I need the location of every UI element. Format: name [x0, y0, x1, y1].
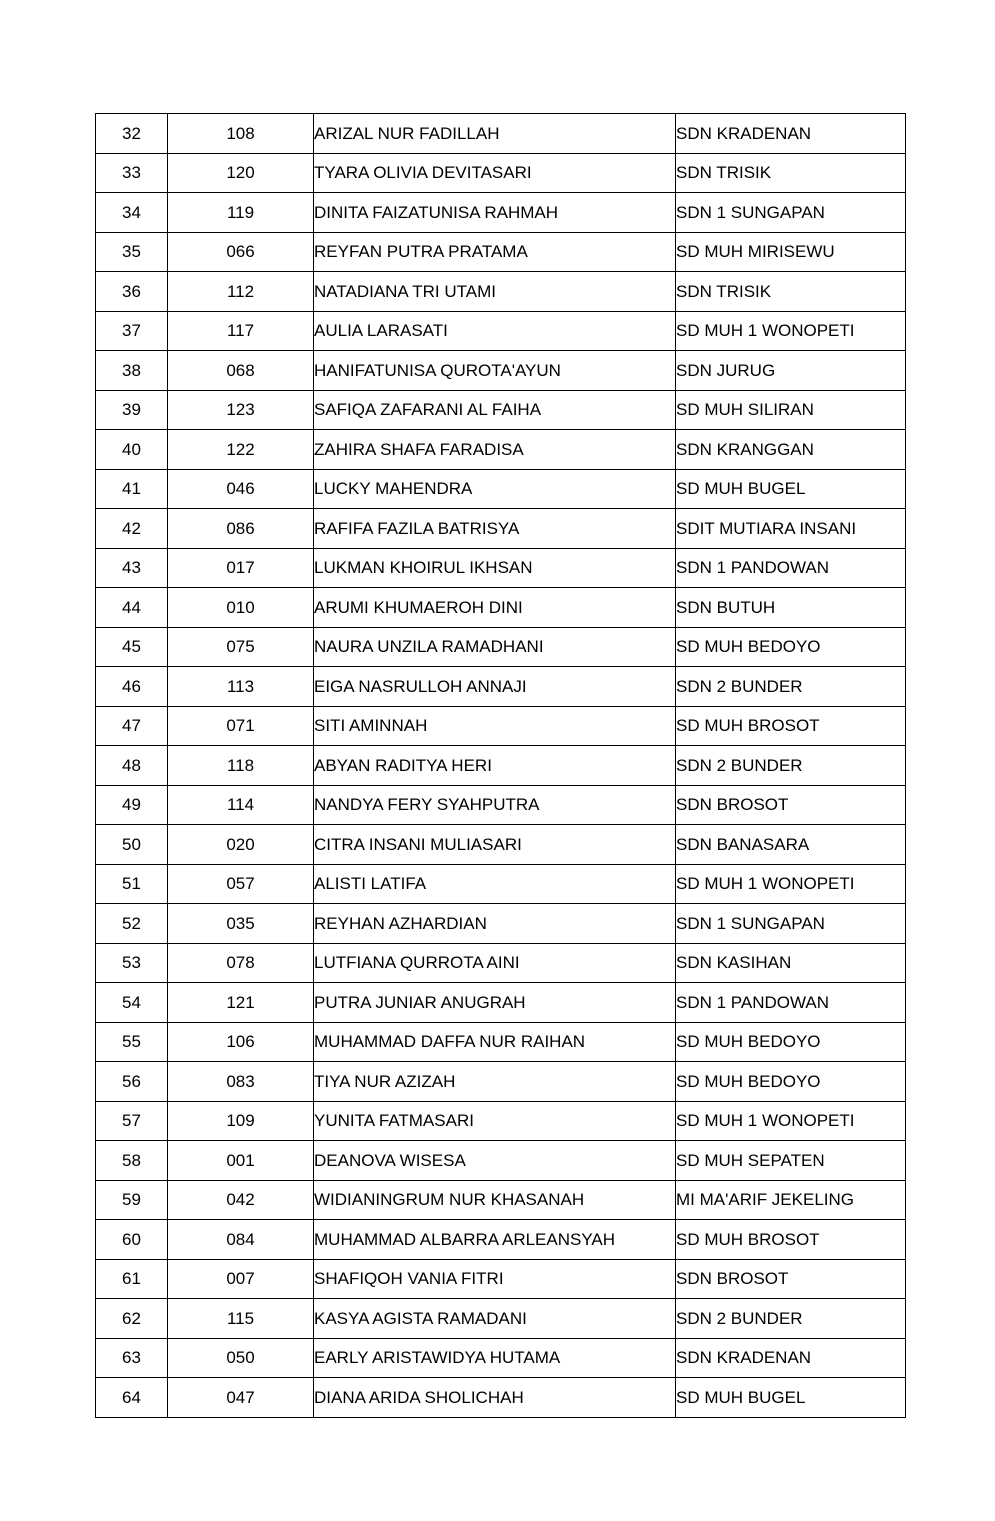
school-name-cell: SDN BROSOT	[676, 1259, 906, 1299]
row-number-cell: 52	[96, 904, 168, 944]
participant-code-cell: 118	[168, 746, 314, 786]
school-name-cell: SDN 2 BUNDER	[676, 746, 906, 786]
table-row	[96, 1378, 906, 1418]
row-number-cell: 64	[96, 1378, 168, 1418]
participant-code-cell: 112	[168, 272, 314, 312]
table-row	[96, 430, 906, 470]
participant-code-cell: 020	[168, 825, 314, 865]
participant-name-cell: EIGA NASRULLOH ANNAJI	[314, 667, 676, 707]
row-number-cell: 61	[96, 1259, 168, 1299]
school-name-cell: SD MUH MIRISEWU	[676, 232, 906, 272]
school-name-cell: SDN 1 SUNGAPAN	[676, 193, 906, 233]
participant-code-cell: 113	[168, 667, 314, 707]
school-name-cell: SD MUH SEPATEN	[676, 1141, 906, 1181]
table-row	[96, 1180, 906, 1220]
table-row	[96, 864, 906, 904]
participant-name-cell: TYARA OLIVIA DEVITASARI	[314, 153, 676, 193]
row-number-cell: 42	[96, 509, 168, 549]
participant-name-cell: REYHAN AZHARDIAN	[314, 904, 676, 944]
participant-name-cell: LUKMAN KHOIRUL IKHSAN	[314, 548, 676, 588]
table-row	[96, 943, 906, 983]
participant-name-cell: EARLY ARISTAWIDYA HUTAMA	[314, 1338, 676, 1378]
table-row	[96, 904, 906, 944]
participant-name-cell: ZAHIRA SHAFA FARADISA	[314, 430, 676, 470]
participant-name-cell: WIDIANINGRUM NUR KHASANAH	[314, 1180, 676, 1220]
school-name-cell: SDN KASIHAN	[676, 943, 906, 983]
participant-name-cell: DEANOVA WISESA	[314, 1141, 676, 1181]
table-row	[96, 232, 906, 272]
participant-name-cell: SITI AMINNAH	[314, 706, 676, 746]
row-number-cell: 36	[96, 272, 168, 312]
school-name-cell: SD MUH BUGEL	[676, 1378, 906, 1418]
row-number-cell: 32	[96, 114, 168, 154]
participant-name-cell: NATADIANA TRI UTAMI	[314, 272, 676, 312]
participant-name-cell: KASYA AGISTA RAMADANI	[314, 1299, 676, 1339]
participant-code-cell: 042	[168, 1180, 314, 1220]
row-number-cell: 33	[96, 153, 168, 193]
table-row	[96, 114, 906, 154]
participant-code-cell: 057	[168, 864, 314, 904]
row-number-cell: 43	[96, 548, 168, 588]
participant-code-cell: 117	[168, 311, 314, 351]
participant-code-cell: 071	[168, 706, 314, 746]
row-number-cell: 35	[96, 232, 168, 272]
school-name-cell: SDN TRISIK	[676, 153, 906, 193]
participant-code-cell: 047	[168, 1378, 314, 1418]
school-name-cell: SD MUH BUGEL	[676, 469, 906, 509]
participant-name-cell: TIYA NUR AZIZAH	[314, 1062, 676, 1102]
table-row	[96, 351, 906, 391]
participant-code-cell: 010	[168, 588, 314, 628]
participant-code-cell: 084	[168, 1220, 314, 1260]
row-number-cell: 39	[96, 390, 168, 430]
participant-code-cell: 068	[168, 351, 314, 391]
row-number-cell: 58	[96, 1141, 168, 1181]
participant-code-cell: 066	[168, 232, 314, 272]
participant-code-cell: 123	[168, 390, 314, 430]
participant-name-cell: DINITA FAIZATUNISA RAHMAH	[314, 193, 676, 233]
participant-code-cell: 001	[168, 1141, 314, 1181]
participant-name-cell: SHAFIQOH VANIA FITRI	[314, 1259, 676, 1299]
participant-code-cell: 106	[168, 1022, 314, 1062]
participant-name-cell: ARIZAL NUR FADILLAH	[314, 114, 676, 154]
school-name-cell: SDN BANASARA	[676, 825, 906, 865]
row-number-cell: 53	[96, 943, 168, 983]
school-name-cell: SDN BROSOT	[676, 785, 906, 825]
participant-name-cell: ABYAN RADITYA HERI	[314, 746, 676, 786]
row-number-cell: 55	[96, 1022, 168, 1062]
row-number-cell: 48	[96, 746, 168, 786]
table-row	[96, 509, 906, 549]
school-name-cell: SD MUH SILIRAN	[676, 390, 906, 430]
row-number-cell: 59	[96, 1180, 168, 1220]
participant-code-cell: 050	[168, 1338, 314, 1378]
school-name-cell: SDN TRISIK	[676, 272, 906, 312]
participant-table	[95, 113, 906, 1418]
row-number-cell: 34	[96, 193, 168, 233]
participant-code-cell: 115	[168, 1299, 314, 1339]
participant-name-cell: REYFAN PUTRA PRATAMA	[314, 232, 676, 272]
row-number-cell: 40	[96, 430, 168, 470]
participant-code-cell: 007	[168, 1259, 314, 1299]
school-name-cell: SDN JURUG	[676, 351, 906, 391]
participant-name-cell: SAFIQA ZAFARANI AL FAIHA	[314, 390, 676, 430]
table-row	[96, 1062, 906, 1102]
table-row	[96, 1220, 906, 1260]
row-number-cell: 50	[96, 825, 168, 865]
school-name-cell: SD MUH 1 WONOPETI	[676, 311, 906, 351]
school-name-cell: SDN BUTUH	[676, 588, 906, 628]
table-row	[96, 1101, 906, 1141]
table-row	[96, 469, 906, 509]
school-name-cell: SD MUH BROSOT	[676, 706, 906, 746]
row-number-cell: 63	[96, 1338, 168, 1378]
school-name-cell: SDIT MUTIARA INSANI	[676, 509, 906, 549]
school-name-cell: SDN KRADENAN	[676, 1338, 906, 1378]
row-number-cell: 37	[96, 311, 168, 351]
table-row	[96, 548, 906, 588]
participant-code-cell: 121	[168, 983, 314, 1023]
participant-code-cell: 017	[168, 548, 314, 588]
table-row	[96, 1022, 906, 1062]
table-row	[96, 1299, 906, 1339]
school-name-cell: SDN 1 PANDOWAN	[676, 548, 906, 588]
row-number-cell: 49	[96, 785, 168, 825]
row-number-cell: 57	[96, 1101, 168, 1141]
table-row	[96, 667, 906, 707]
table-row	[96, 588, 906, 628]
table-row	[96, 706, 906, 746]
participant-name-cell: CITRA INSANI MULIASARI	[314, 825, 676, 865]
school-name-cell: SD MUH BROSOT	[676, 1220, 906, 1260]
school-name-cell: SDN 1 SUNGAPAN	[676, 904, 906, 944]
table-row	[96, 627, 906, 667]
table-row	[96, 785, 906, 825]
table-row	[96, 825, 906, 865]
participant-name-cell: DIANA ARIDA SHOLICHAH	[314, 1378, 676, 1418]
school-name-cell: SDN KRADENAN	[676, 114, 906, 154]
table-row	[96, 1338, 906, 1378]
table-row	[96, 746, 906, 786]
participant-code-cell: 122	[168, 430, 314, 470]
participant-code-cell: 120	[168, 153, 314, 193]
row-number-cell: 46	[96, 667, 168, 707]
row-number-cell: 44	[96, 588, 168, 628]
participant-code-cell: 083	[168, 1062, 314, 1102]
participant-code-cell: 078	[168, 943, 314, 983]
school-name-cell: SDN 2 BUNDER	[676, 1299, 906, 1339]
participant-name-cell: MUHAMMAD ALBARRA ARLEANSYAH	[314, 1220, 676, 1260]
participant-table-body	[96, 114, 906, 1418]
table-row	[96, 153, 906, 193]
participant-name-cell: NAURA UNZILA RAMADHANI	[314, 627, 676, 667]
participant-name-cell: PUTRA JUNIAR ANUGRAH	[314, 983, 676, 1023]
participant-code-cell: 075	[168, 627, 314, 667]
table-row	[96, 390, 906, 430]
participant-name-cell: LUCKY MAHENDRA	[314, 469, 676, 509]
row-number-cell: 45	[96, 627, 168, 667]
participant-code-cell: 086	[168, 509, 314, 549]
participant-code-cell: 114	[168, 785, 314, 825]
table-row	[96, 1259, 906, 1299]
school-name-cell: SDN 1 PANDOWAN	[676, 983, 906, 1023]
participant-name-cell: RAFIFA FAZILA BATRISYA	[314, 509, 676, 549]
school-name-cell: SDN KRANGGAN	[676, 430, 906, 470]
school-name-cell: SD MUH BEDOYO	[676, 1062, 906, 1102]
participant-code-cell: 119	[168, 193, 314, 233]
school-name-cell: SD MUH BEDOYO	[676, 1022, 906, 1062]
participant-name-cell: ALISTI LATIFA	[314, 864, 676, 904]
participant-name-cell: NANDYA FERY SYAHPUTRA	[314, 785, 676, 825]
table-row	[96, 1141, 906, 1181]
participant-name-cell: ARUMI KHUMAEROH DINI	[314, 588, 676, 628]
school-name-cell: SD MUH 1 WONOPETI	[676, 1101, 906, 1141]
table-row	[96, 311, 906, 351]
row-number-cell: 47	[96, 706, 168, 746]
table-row	[96, 983, 906, 1023]
table-row	[96, 193, 906, 233]
participant-code-cell: 046	[168, 469, 314, 509]
school-name-cell: MI MA'ARIF JEKELING	[676, 1180, 906, 1220]
row-number-cell: 38	[96, 351, 168, 391]
school-name-cell: SD MUH 1 WONOPETI	[676, 864, 906, 904]
participant-name-cell: MUHAMMAD DAFFA NUR RAIHAN	[314, 1022, 676, 1062]
participant-name-cell: HANIFATUNISA QUROTA'AYUN	[314, 351, 676, 391]
school-name-cell: SD MUH BEDOYO	[676, 627, 906, 667]
table-row	[96, 272, 906, 312]
row-number-cell: 41	[96, 469, 168, 509]
participant-code-cell: 108	[168, 114, 314, 154]
row-number-cell: 54	[96, 983, 168, 1023]
row-number-cell: 56	[96, 1062, 168, 1102]
row-number-cell: 62	[96, 1299, 168, 1339]
participant-name-cell: LUTFIANA QURROTA AINI	[314, 943, 676, 983]
school-name-cell: SDN 2 BUNDER	[676, 667, 906, 707]
participant-name-cell: YUNITA FATMASARI	[314, 1101, 676, 1141]
participant-name-cell: AULIA LARASATI	[314, 311, 676, 351]
row-number-cell: 51	[96, 864, 168, 904]
participant-code-cell: 035	[168, 904, 314, 944]
row-number-cell: 60	[96, 1220, 168, 1260]
participant-code-cell: 109	[168, 1101, 314, 1141]
